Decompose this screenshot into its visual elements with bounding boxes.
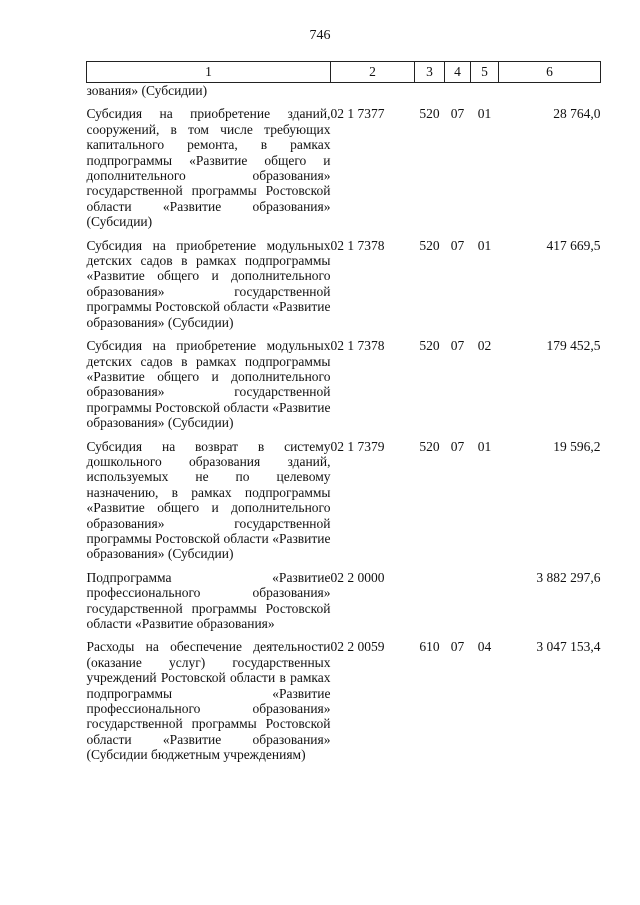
row-subsection: 04 bbox=[477, 639, 492, 655]
row-target-code: 02 2 0059 bbox=[330, 639, 385, 655]
row-target-code: 02 1 7378 bbox=[330, 338, 385, 354]
row-section: 07 bbox=[450, 106, 465, 122]
page-number: 746 bbox=[309, 28, 331, 43]
row-expense-type bbox=[415, 565, 445, 635]
column-header-5: 5 bbox=[471, 62, 499, 83]
row-section: 07 bbox=[450, 338, 465, 354]
row-subsection: 01 bbox=[477, 237, 492, 253]
table-row bbox=[87, 565, 601, 635]
table-header bbox=[87, 62, 601, 83]
row-description: Подпрограмма «Развитие профессионального образования» государственной программы Ростовской области «Развитие образования» bbox=[86, 569, 331, 631]
row-amount: 19 596,2 bbox=[553, 438, 601, 454]
table-row bbox=[87, 333, 601, 433]
column-header-1: 1 bbox=[87, 62, 331, 83]
row-expense-type: 520 bbox=[419, 438, 440, 454]
column-header-3: 3 bbox=[415, 62, 445, 83]
column-header-6: 6 bbox=[499, 62, 601, 83]
row-description: Субсидия на приобретение модульных детских садов в рамках подпрограммы «Развитие общего и дополнительного образования» государственной программы Ростовской области «Развитие образования» (Субсидии) bbox=[86, 338, 331, 431]
table-row bbox=[87, 101, 601, 232]
row-target-code: 02 2 0000 bbox=[330, 569, 385, 585]
row-target-code: 02 1 7377 bbox=[330, 106, 385, 122]
budget-table bbox=[86, 61, 601, 766]
table-row-continuation bbox=[87, 83, 601, 102]
row-amount: 3 047 153,4 bbox=[536, 639, 601, 655]
row-section: 07 bbox=[450, 639, 465, 655]
row-amount: 417 669,5 bbox=[546, 237, 601, 253]
column-header-2: 2 bbox=[331, 62, 415, 83]
row-description: Субсидия на приобретение модульных детских садов в рамках подпрограммы «Развитие общего и дополнительного образования» государственной программы Ростовской области «Развитие образования» (Субсидии) bbox=[86, 237, 331, 330]
column-header-4: 4 bbox=[445, 62, 471, 83]
row-amount: 28 764,0 bbox=[553, 106, 601, 122]
row-description: Субсидия на приобретение зданий, сооружений, в том числе требующих капитального ремонта, в рамках подпрограммы «Развитие общего и дополнительного образования» государственной программы Ростовской области «Развитие образования» (Субсидии) bbox=[86, 106, 331, 230]
row-target-code: 02 1 7379 bbox=[330, 438, 385, 454]
row-target-code: 02 1 7378 bbox=[330, 237, 385, 253]
row-expense-type: 520 bbox=[419, 338, 440, 354]
row-subsection: 01 bbox=[477, 106, 492, 122]
table-row bbox=[87, 634, 601, 765]
row-expense-type: 520 bbox=[419, 106, 440, 122]
row-section: 07 bbox=[450, 438, 465, 454]
row-expense-type: 610 bbox=[419, 639, 440, 655]
table-row bbox=[87, 233, 601, 333]
row-subsection: 01 bbox=[477, 438, 492, 454]
row-subsection bbox=[471, 565, 499, 635]
row-description: Субсидия на возврат в систему дошкольного образования зданий, используемых не по целевому назначению, в рамках подпрограммы «Развитие общего и дополнительного образования» государственной программы Ростовской области «Развитие образования» (Субсидии) bbox=[86, 438, 331, 562]
row-section: 07 bbox=[450, 237, 465, 253]
row-amount: 3 882 297,6 bbox=[536, 569, 601, 585]
row-subsection: 02 bbox=[477, 338, 492, 354]
row-description: Расходы на обеспечение деятельности (оказание услуг) государственных учреждений Ростовской области в рамках подпрограммы «Развитие профессионального образования» государственной программы Ростовской области «Развитие образования» (Субсидии бюджетным учреждениям) bbox=[86, 639, 331, 763]
table-row bbox=[87, 434, 601, 565]
row-expense-type: 520 bbox=[419, 237, 440, 253]
row-amount: 179 452,5 bbox=[546, 338, 601, 354]
row-section bbox=[445, 565, 471, 635]
row-description: зования» (Субсидии) bbox=[86, 83, 208, 98]
